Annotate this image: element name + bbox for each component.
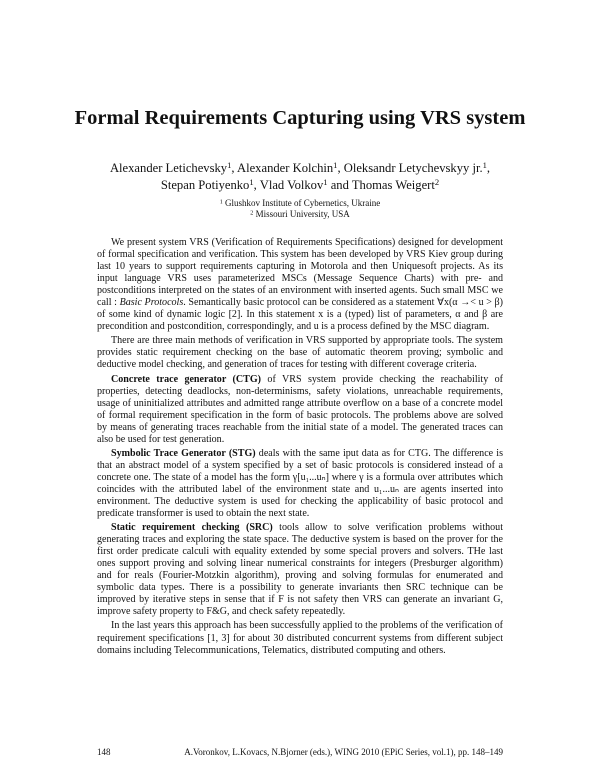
citation-line: A.Voronkov, L.Kovacs, N.Bjorner (eds.), WING 2010 (EPiC Series, vol.1), pp. 148–149 [184, 747, 503, 757]
author: Oleksandr Letychevskyy jr.$^1$, [343, 160, 491, 175]
author: Thomas Weigert$^2$ [351, 177, 440, 192]
author-list [70, 160, 530, 194]
page-number: 148 [97, 747, 111, 757]
paper-title: Formal Requirements Capturing using VRS system [74, 107, 526, 129]
paragraph-methods: There are three main methods of verification in VRS supported by appropriate tools. The system provides static requirement checking on the base of automatic theorem proving; symbolic and deductive model checking, and generation of traces for testing with different coverage criteria. [97, 335, 503, 371]
affiliation: $^1$ Glushkov Institute of Cybernetics, Ukraine [219, 198, 381, 208]
paragraph-ctg: Concrete trace generator (CTG) of VRS system provide checking the reachability of properties, detecting deadlocks, non-determinisms, safety violations, unreachable requirements, usage of uninitialized attributes and admitted range attribute overflow on a base of a concrete model of formal requirement specification in the form of basic protocols. The problems above are solved by means of generating traces reachable from the initial state of a model. The generated traces can also be used for test generation. [97, 373, 503, 445]
author: Alexander Letichevsky$^1$, [109, 160, 237, 175]
paragraph-intro: We present system VRS (Verification of Requirements Specifications) designed for development of formal specification and verification. This system has been developed by VRS Kiev group during last 10 years to support requirements capturing in Motorola and then Uniquesoft projects. As its input language VRS uses parameterized MSCs (Message Sequence Charts) with pre- and postconditions interpreted on the states of an environment with inserted agents. Such small MSC we call : Basic Protocols. Semantically basic protocol can be considered as a statement ∀x(α →< u > β) of some kind of dynamic logic [2]. In this statement x is a (typed) list of parameters, α and β are precondition and postcondition, correspondingly, and u is a process defined by the MSC diagram. [97, 237, 504, 333]
paragraph-results: In the last years this approach has been successfully applied to the problems of the verification of requirement specifications [1, 3] for about 30 distributed concurrent systems from different subject domains including Telecommunications, Telematics, distributed computing and others. [97, 620, 503, 656]
paragraph-src: Static requirement checking (SRC) tools allow to solve verification problems without generating traces and exploring the state space. The deductive system is based on the prover for the first order predicate calculi with equality extended by some special provers and solvers. THe last ones support proving and solving linear numerical constraints for integers (Presburger algorithm) and for reals (Fourier-Motzkin algorithm), proving and solving formulas for enumerated and symbolic data types. There is a possibility to generate invariants then SRC technique can be improved by iterative steps in sense that if F is not safety then VRS can generate an invariant G, improve safety property to F&G, and check safety repeatedly. [97, 522, 503, 618]
author: Stepan Potiyenko$^1$, [160, 177, 260, 192]
affiliation-list [100, 198, 500, 220]
affiliation: $^2$ Missouri University, USA [250, 209, 350, 219]
abstract-body [97, 237, 503, 659]
paragraph-stg: Symbolic Trace Generator (STG) deals with the same iput data as for CTG. The difference is that an abstract model of a system specified by a set of basic protocols is considered instead of a concrete one. The state of a model has the form γ[u₁...uₙ] where γ is a formula over attributes which coincides with the attributed label of the environment state and u₁...uₙ are agents inserted into environment. The deductive system is used for checking the applicability of basic protocol and predicate transformer is used to obtain the next state. [97, 447, 503, 520]
author: Alexander Kolchin$^1$, [237, 160, 344, 175]
author: Vlad Volkov$^1$ and [259, 177, 352, 192]
